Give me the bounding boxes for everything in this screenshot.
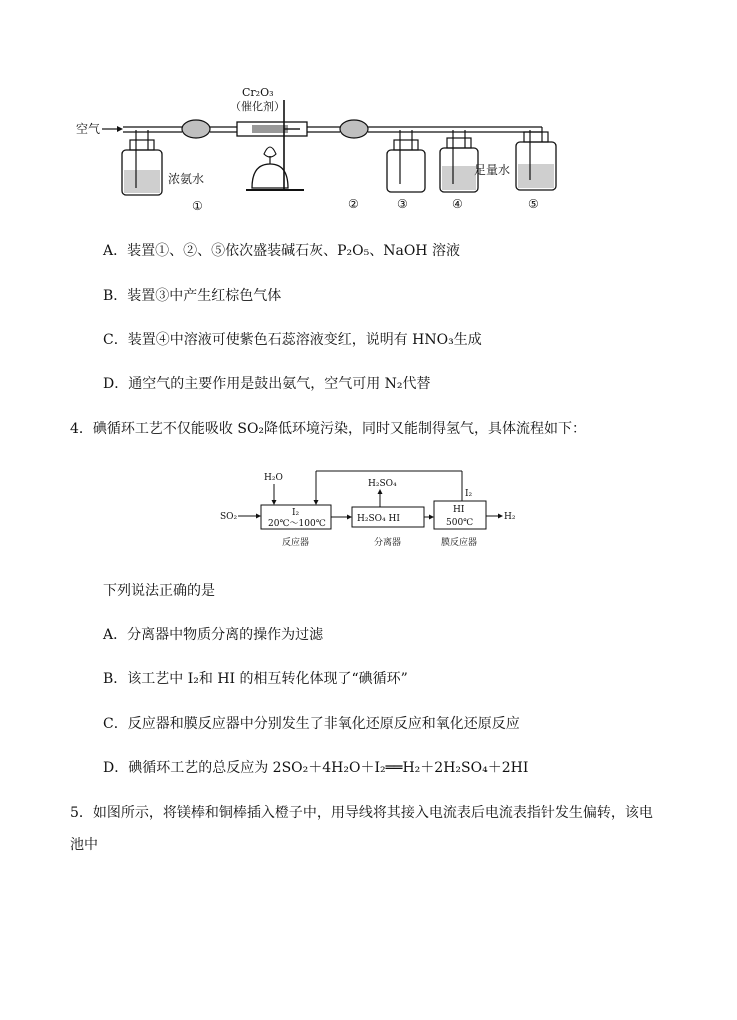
device-number-4: ④ — [452, 197, 463, 211]
q5-line1: 5．如图所示，将镁棒和铜棒插入橙子中，用导线将其接入电流表后电流表指针发生偏转，该电 — [70, 805, 653, 821]
q3-option-a: A．装置①、②、⑤依次盛装碱石灰、P₂O₅、NaOH 溶液 — [103, 243, 460, 259]
drying-tube-1 — [182, 120, 237, 138]
bottle-5 — [516, 127, 556, 190]
water-label: 足量水 — [474, 163, 511, 177]
device-number-2: ② — [348, 197, 359, 211]
alcohol-lamp — [252, 147, 288, 188]
flow-so2: SO₂ — [220, 512, 238, 522]
separator-label: 分离器 — [374, 538, 402, 548]
q4-option-a: A．分离器中物质分离的操作为过滤 — [103, 627, 324, 643]
q3-option-d: D．通空气的主要作用是鼓出氨气，空气可用 N₂代替 — [103, 376, 431, 392]
flow-h2o: H₂O — [264, 473, 283, 483]
bottle-3 — [387, 130, 425, 192]
iodine-cycle-flowchart — [216, 466, 516, 550]
q3-option-b: B．装置③中产生红棕色气体 — [103, 288, 282, 304]
q4-option-c: C．反应器和膜反应器中分别发生了非氧化还原反应和氧化还原反应 — [103, 716, 520, 732]
bottle-1 — [122, 130, 162, 195]
air-label: 空气 — [76, 122, 101, 136]
bottle-4 — [440, 130, 478, 192]
ammonia-label: 浓氨水 — [168, 172, 205, 186]
catalyst-formula: Cr₂O₃ — [242, 86, 274, 99]
q5-line2: 池中 — [70, 837, 98, 853]
q3-option-c: C．装置④中溶液可使紫色石蕊溶液变红，说明有 HNO₃生成 — [103, 332, 482, 348]
q4-option-b: B．该工艺中 I₂和 HI 的相互转化体现了“碘循环” — [103, 671, 408, 687]
device-number-1: ① — [192, 199, 203, 213]
drying-tube-2 — [340, 120, 368, 138]
q4-prompt: 下列说法正确的是 — [103, 583, 215, 599]
flow-h2: H₂ — [504, 512, 516, 522]
membrane-line2: 500℃ — [446, 518, 474, 528]
iron-stand — [246, 100, 304, 190]
catalyst-label: （催化剂） — [230, 100, 285, 113]
apparatus-diagram — [72, 80, 562, 215]
q4-stem: 4．碘循环工艺不仅能吸收 SO₂降低环境污染，同时又能制得氢气，具体流程如下： — [70, 421, 587, 437]
reactor-line2: 20℃～100℃ — [268, 519, 326, 529]
reactor-label: 反应器 — [282, 538, 310, 548]
flow-i2-top: I₂ — [465, 489, 473, 499]
device-number-3: ③ — [397, 197, 408, 211]
device-number-5: ⑤ — [528, 197, 539, 211]
flow-h2so4-out: H₂SO₄ — [368, 479, 397, 489]
q4-option-d: D．碘循环工艺的总反应为 2SO₂＋4H₂O＋I₂══H₂＋2H₂SO₄＋2HI — [103, 760, 529, 776]
membrane-label: 膜反应器 — [441, 538, 478, 548]
reactor-line1: I₂ — [292, 508, 300, 518]
membrane-line1: HI — [453, 505, 465, 515]
separator-content: H₂SO₄ HI — [357, 514, 400, 524]
